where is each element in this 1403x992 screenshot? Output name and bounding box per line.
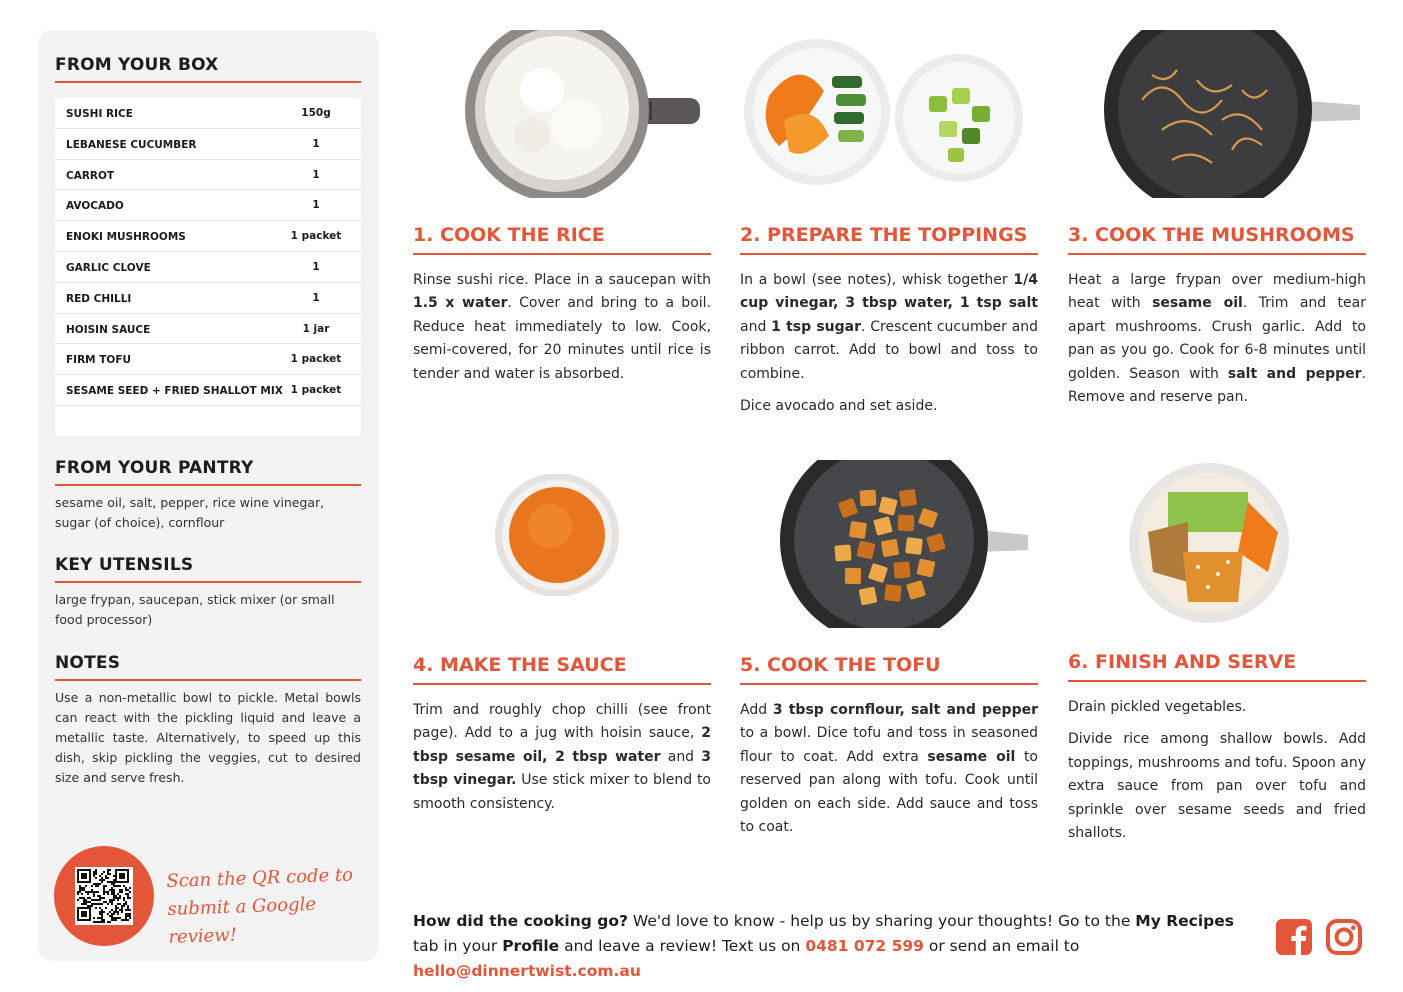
text-run: . Cover and bring to a boil. Reduce heat immediately to low. Cook, semi-covered, for 20 minutes until rice is tender and water is absorbed. (413, 295, 711, 382)
notes-title: NOTES (55, 653, 361, 681)
ingredient-name: AVOCADO (66, 200, 124, 213)
step-paragraph (413, 269, 711, 386)
step-5-title: 5. COOK THE TOFU (740, 654, 1038, 685)
step-1-title: 1. COOK THE RICE (413, 224, 711, 255)
bold-text: salt and pepper (1227, 365, 1362, 382)
step-3-title: 3. COOK THE MUSHROOMS (1068, 224, 1366, 255)
finished-poke-bowl-photo (1128, 462, 1290, 624)
from-your-pantry-title: FROM YOUR PANTRY (55, 458, 361, 486)
bold-text: sesame oil (927, 748, 1016, 765)
step-2-body (740, 269, 1038, 418)
ingredient-row (55, 344, 361, 375)
ingredient-row (55, 283, 361, 314)
text-run: . Remove and reserve pan. (1068, 365, 1366, 406)
step-6-title: 6. FINISH AND SERVE (1068, 651, 1366, 682)
ingredients-table (55, 98, 361, 436)
text-run: to a bowl. Dice tofu and toss in seasoned flour to coat. Add extra (740, 725, 1038, 765)
footer-question: How did the cooking go? (413, 912, 628, 930)
from-your-box-title: FROM YOUR BOX (55, 55, 361, 83)
ingredient-qty: 1 (312, 291, 320, 304)
ingredient-qty: 150g (301, 107, 331, 119)
feedback-footer (413, 909, 1263, 984)
ingredient-qty: 1 (312, 168, 320, 181)
text-run: Trim and roughly chop chilli (see front page). Add to a jug with hoisin sauce, (413, 702, 711, 742)
text-run: Heat a large frypan over medium-high heat with (1068, 272, 1366, 312)
bold-text: 3 tbsp cornflour, salt and pepper (772, 702, 1038, 718)
hoisin-sauce-bowl-photo (488, 474, 626, 596)
ingredient-name: GARLIC CLOVE (66, 261, 151, 274)
step-paragraph (740, 395, 1038, 418)
key-utensils-title: KEY UTENSILS (55, 555, 361, 583)
ingredient-row (55, 129, 361, 160)
step-5-body (740, 699, 1038, 839)
ingredient-qty: 1 packet (290, 230, 342, 243)
bold-text: 1 tsp sugar (771, 318, 862, 335)
step-1-body (413, 269, 711, 386)
step-3-body (1068, 269, 1366, 409)
notes-text: Use a non-metallic bowl to pickle. Metal bowls can react with the pickling liquid and leave a metallic taste. Alternatively, to speed up this dish, skip pickling the veggies, cut to desired size and serve fresh. (55, 690, 361, 785)
text-run: Rinse sushi rice. Place in a saucepan with (413, 272, 711, 288)
bold-text: 1.5 x water (413, 295, 508, 312)
text-run: Use stick mixer to blend to smooth consistency. (413, 772, 711, 812)
step-paragraph (1068, 269, 1366, 409)
step-6 (1068, 651, 1366, 845)
ingredient-qty: 1 packet (290, 353, 342, 366)
ingredient-row (55, 314, 361, 345)
text-run: Dice avocado and set aside. (740, 398, 938, 415)
text-run: and (660, 748, 702, 765)
profile-link[interactable]: Profile (502, 937, 560, 955)
footer-text-3: and leave a review! Text us on (559, 937, 806, 955)
ingredient-qty: 1 packet (290, 384, 342, 397)
ingredient-name: SESAME SEED + FRIED SHALLOT MIX (66, 385, 283, 398)
step-2 (740, 224, 1038, 418)
step-1 (413, 224, 711, 386)
instagram-icon[interactable] (1325, 918, 1363, 956)
ingredient-qty: 1 (312, 137, 320, 150)
ingredient-qty: 1 jar (302, 322, 330, 335)
step-4 (413, 654, 711, 816)
rice-saucepan-photo (462, 30, 702, 198)
qr-badge (54, 846, 154, 946)
bold-text: 3 tbsp vinegar. (413, 748, 711, 789)
text-run: Drain pickled vegetables. (1068, 699, 1247, 715)
utensils-text: large frypan, saucepan, stick mixer (or small food processor) (55, 592, 335, 627)
qr-caption-line2: submit a Google review! (167, 893, 317, 948)
text-run: to reserved pan along with tofu. Cook until golden on each side. Add sauce and toss to coat. (740, 748, 1038, 836)
my-recipes-link[interactable]: My Recipes (1135, 912, 1234, 930)
step-4-body (413, 699, 711, 816)
bold-text: 1/4 cup vinegar, 3 tbsp water, 1 tsp salt (740, 272, 1038, 312)
ingredient-name: CARROT (66, 169, 115, 182)
ingredient-name: ENOKI MUSHROOMS (66, 231, 186, 244)
ingredient-name: RED CHILLI (66, 292, 132, 305)
text-run: Divide rice among shallow bowls. Add toppings, mushrooms and tofu. Spoon any extra sauce from pan over tofu and sprinkle over sesame seeds and fried shallots. (1068, 731, 1366, 842)
qr-code-icon[interactable] (75, 867, 133, 925)
mushroom-frypan-photo (1102, 30, 1364, 198)
qr-caption-line1: Scan the QR code to (166, 864, 354, 892)
ingredient-qty: 1 (312, 199, 320, 212)
text-run: and (740, 318, 772, 335)
ingredient-row (55, 98, 361, 129)
step-3 (1068, 224, 1366, 409)
ingredients-sidebar (38, 30, 379, 961)
ingredient-name: HOISIN SAUCE (66, 323, 151, 336)
step-paragraph (1068, 696, 1366, 719)
ingredient-row (55, 252, 361, 283)
step-paragraph (1068, 728, 1366, 845)
footer-text-4: or send an email to (923, 937, 1080, 955)
bold-text: 2 tbsp sesame oil, 2 tbsp water (413, 725, 711, 765)
text-run: . Crescent cucumber and ribbon carrot. Add to bowl and toss to combine. (740, 318, 1038, 382)
step-paragraph (413, 699, 711, 816)
ingredient-qty: 1 (312, 260, 320, 273)
facebook-icon[interactable] (1275, 918, 1313, 956)
step-6-body (1068, 696, 1366, 845)
text-run: . Trim and tear apart mushrooms. Crush garlic. Add to pan as you go. Cook for 6-8 minutes until golden. Season with (1068, 295, 1366, 382)
footer-text-2: tab in your (413, 937, 503, 955)
ingredient-name: LEBANESE CUCUMBER (66, 138, 197, 151)
bold-text: sesame oil (1152, 295, 1243, 312)
step-paragraph (740, 269, 1038, 386)
tofu-frypan-photo (780, 460, 1030, 628)
email-link[interactable]: hello@dinnertwist.com.au (413, 962, 641, 980)
text-run: In a bowl (see notes), whisk together (740, 272, 1014, 288)
phone-link[interactable]: 0481 072 599 (805, 937, 924, 955)
step-2-title: 2. PREPARE THE TOPPINGS (740, 224, 1038, 255)
ingredient-row (55, 160, 361, 191)
ingredient-row (55, 375, 361, 406)
footer-text-1: We'd love to know - help us by sharing your thoughts! Go to the (627, 912, 1136, 930)
qr-caption (166, 861, 369, 952)
step-5 (740, 654, 1038, 839)
step-4-title: 4. MAKE THE SAUCE (413, 654, 711, 685)
pickled-vegetables-photo (744, 36, 1026, 188)
text-run: Add (740, 702, 773, 718)
step-paragraph (740, 699, 1038, 839)
ingredient-name: SUSHI RICE (66, 108, 133, 120)
ingredient-row (55, 190, 361, 221)
pantry-text: sesame oil, salt, pepper, rice wine vinegar, sugar (of choice), cornflour (55, 495, 325, 530)
ingredient-row (55, 221, 361, 252)
ingredient-name: FIRM TOFU (66, 354, 132, 367)
